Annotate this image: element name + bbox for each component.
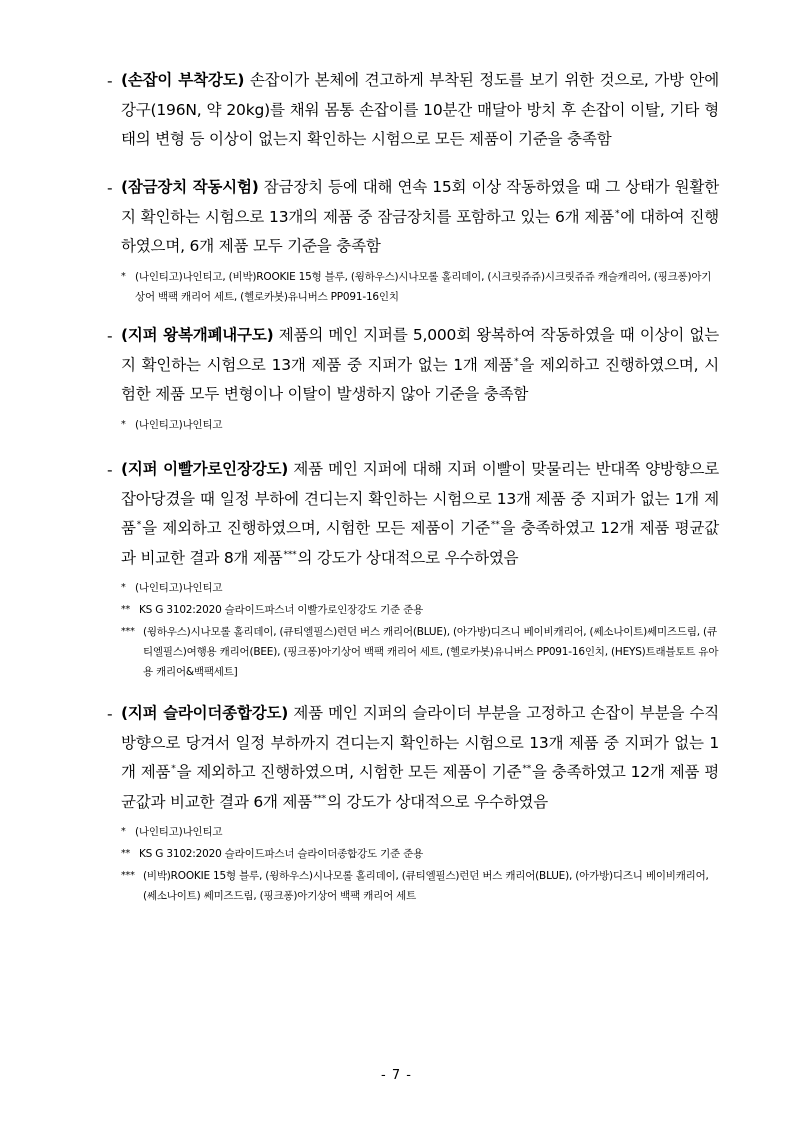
- section-body: 의 강도가 상대적으로 우수하였음: [297, 548, 519, 567]
- section-body: 잠금장치 등에 대해 연속 15회 이상 작동하였을 때 그 상태가 원활한지 확인하는 시험으로 13개의 제품 중 잠금장치를 포함하고 있는 6개 제품: [121, 178, 719, 226]
- footnote: [121, 267, 719, 307]
- footnote: [121, 866, 719, 906]
- footnote-text: (나인티고)나인티고: [135, 826, 223, 838]
- footnote: [121, 578, 719, 598]
- footnote-text: (윙하우스)시나모롤 홀리데이, (큐티엘필스)런던 버스 캐리어(BLUE), (아가방)디즈니 베이비캐리어, (쎄소나이트)쎄미즈드림, (큐티엘필스)여행용 캐리어(BEE), (핑크퐁)아기상어 백팩 캐리어 세트, (헬로카봇)유니버스 PP091-16인치, (HEYS)트래블토트 유아용 캐리어&백팩세트]: [143, 626, 719, 678]
- section-zipper-durability: [107, 321, 719, 435]
- section-body: 을 제외하고 진행하였으며, 시험한 모든 제품이 기준: [142, 519, 490, 537]
- section-title: (지퍼 이빨가로인장강도): [121, 460, 289, 478]
- bullet-dash: -: [107, 327, 113, 345]
- footnote-mark: **: [121, 604, 131, 615]
- footnote: [121, 600, 719, 620]
- section-paragraph: [121, 321, 719, 410]
- section-title: (지퍼 슬라이더종합강도): [121, 704, 289, 722]
- footnote: [121, 415, 719, 435]
- footnote-mark: ***: [121, 870, 135, 881]
- footnote-mark: ***: [283, 549, 297, 560]
- section-body: 에 대하여 진행하였으며, 6개 제품 모두 기준을 충족함: [121, 207, 720, 255]
- footnote-mark: *: [121, 270, 126, 282]
- footnote-mark: *: [171, 764, 176, 774]
- section-body: 제품 메인 지퍼에 대해 지퍼 이빨이 맞물리는 반대쪽 양방향으로 잡아당겼을 때 일정 부하에 견디는지 확인하는 시험으로 13개 제품 중 지퍼가 없는 1개 제품: [121, 460, 719, 537]
- section-title: (지퍼 왕복개폐내구도): [121, 326, 274, 344]
- section-paragraph: [121, 66, 719, 155]
- page-number: - 7 -: [381, 1068, 412, 1083]
- section-handle-strength: [107, 66, 719, 155]
- section-title: (잠금장치 작동시험): [121, 178, 259, 196]
- footnote-mark: *: [136, 520, 142, 530]
- footnote-mark: *: [121, 826, 126, 837]
- footnote-mark: ***: [313, 793, 326, 804]
- bullet-dash: -: [107, 461, 113, 479]
- bullet-dash: -: [107, 72, 113, 90]
- section-paragraph: [121, 455, 719, 573]
- footnote-text: (나인티고)나인티고: [135, 582, 223, 594]
- footnote-text: (비박)ROOKIE 15형 블루, (윙하우스)시나모롤 홀리데이, (큐티엘필스)런던 버스 캐리어(BLUE), (아가방)디즈니 베이비캐리어, (쎄소나이트) 쎄미즈드림, (핑크퐁)아기상어 백팩 캐리어 세트: [143, 870, 709, 902]
- footnote: [121, 844, 719, 864]
- footnote-mark: *: [121, 582, 126, 593]
- footnote-mark: **: [490, 520, 500, 530]
- section-body: 을 충족하였고 12개 제품 평균값과 비교한 결과 6개 제품: [121, 763, 720, 811]
- footnote-text: KS G 3102:2020 슬라이드파스너 이빨가로인장강도 기준 준용: [139, 604, 424, 616]
- footnote-mark: *: [121, 418, 126, 430]
- section-title: (손잡이 부착강도): [121, 71, 245, 89]
- footnote-text: (나인티고)나인티고: [135, 418, 223, 431]
- footnote: [121, 622, 719, 682]
- footnote-mark: *: [514, 356, 519, 367]
- section-body: 을 제외하고 진행하였으며, 시험한 모든 제품이 기준: [176, 763, 522, 781]
- section-lock-operation: [107, 173, 719, 307]
- bullet-dash: -: [107, 705, 113, 723]
- section-body: 제품의 메인 지퍼를 5,000회 왕복하여 작동하였을 때 이상이 없는지 확인하는 시험으로 13개 제품 중 지퍼가 없는 1개 제품: [121, 326, 719, 374]
- section-zipper-teeth-strength: [107, 455, 719, 682]
- section-body: 을 충족하였고 12개 제품 평균값과 비교한 결과 8개 제품: [121, 519, 719, 567]
- bullet-dash: -: [107, 179, 113, 197]
- section-body: 의 강도가 상대적으로 우수하였음: [326, 792, 548, 811]
- footnote-text: KS G 3102:2020 슬라이드파스너 슬라이더종합강도 기준 준용: [139, 848, 424, 860]
- footnote-text: (나인티고)나인티고, (비박)ROOKIE 15형 블루, (윙하우스)시나모롤 홀리데이, (시크릿쥬쥬)시크릿쥬쥬 캐슬캐리어, (핑크퐁)아기상어 백팩 캐리어 세트, (헬로카봇)유니버스 PP091-16인치: [135, 270, 712, 303]
- section-body: 손잡이가 본체에 견고하게 부착된 정도를 보기 위한 것으로, 가방 안에 강구(196N, 약 20kg)를 채워 몸통 손잡이를 10분간 매달아 방치 후 손잡이 이탈, 기타 형태의 변형 등 이상이 없는지 확인하는 시험으로 모든 제품이 기준을 충족함: [121, 71, 719, 148]
- footnote-mark: ***: [121, 626, 135, 637]
- section-zipper-slider-strength: [107, 699, 719, 906]
- footnote-mark: **: [522, 764, 532, 774]
- footnote-mark: **: [121, 848, 131, 859]
- footnote: [121, 822, 719, 842]
- section-paragraph: [121, 173, 719, 262]
- section-body: 을 제외하고 진행하였으며, 시험한 제품 모두 변형이나 이탈이 발생하지 않아 기준을 충족함: [121, 355, 720, 403]
- section-body: 제품 메인 지퍼의 슬라이더 부분을 고정하고 손잡이 부분을 수직 방향으로 당겨서 일정 부하까지 견디는지 확인하는 시험으로 13개 제품 중 지퍼가 없는 1개 제품: [121, 704, 719, 781]
- section-paragraph: [121, 699, 719, 817]
- footnote-mark: *: [614, 208, 620, 219]
